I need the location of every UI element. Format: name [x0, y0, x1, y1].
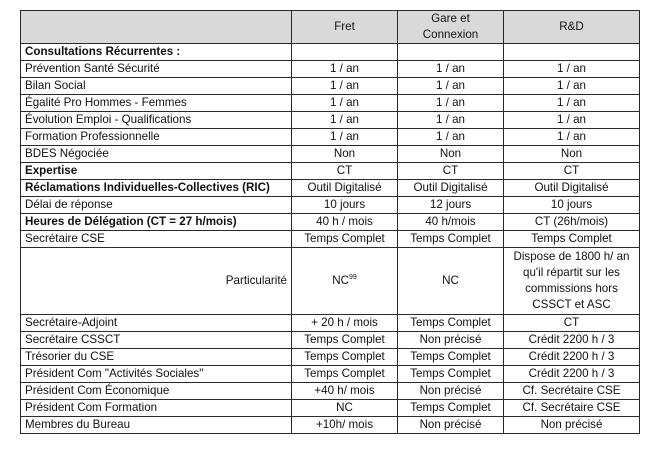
table-row: [21, 400, 640, 417]
cell-rd: Cf. Secrétaire CSE: [504, 383, 640, 400]
row-label: Égalité Pro Hommes - Femmes: [21, 95, 292, 112]
cell-rd: 1 / an: [504, 95, 640, 112]
cell-fret: 1 / an: [292, 95, 398, 112]
header-empty-cell: [21, 11, 292, 44]
table-row: [21, 95, 640, 112]
cell-rd: 1 / an: [504, 112, 640, 129]
table-row: [21, 180, 640, 197]
table-row: [21, 61, 640, 78]
table-row: [21, 332, 640, 349]
empty-cell: [398, 44, 504, 61]
cell-fret: +40 h/ mois: [292, 383, 398, 400]
row-label: Président Com Économique: [21, 383, 292, 400]
row-label: Membres du Bureau: [21, 417, 292, 434]
comparison-table: [20, 10, 640, 434]
cell-fret: 1 / an: [292, 78, 398, 95]
header-rd: R&D: [504, 11, 640, 44]
cell-rd: Non précisé: [504, 417, 640, 434]
cell-rd: Non: [504, 146, 640, 163]
section-label: Consultations Récurrentes :: [21, 44, 292, 61]
row-label: Secrétaire CSE: [21, 231, 292, 248]
table-row: [21, 78, 640, 95]
row-label: Trésorier du CSE: [21, 349, 292, 366]
empty-cell: [504, 44, 640, 61]
cell-gare: 1 / an: [398, 112, 504, 129]
particularite-label: Particularité: [21, 248, 292, 315]
cell-rd: Crédit 2200 h / 3: [504, 349, 640, 366]
cell-gare: 1 / an: [398, 95, 504, 112]
cell-fret: 10 jours: [292, 197, 398, 214]
table-row: [21, 366, 640, 383]
row-label: Délai de réponse: [21, 197, 292, 214]
cell-gare: Non précisé: [398, 383, 504, 400]
particularite-rd: Dispose de 1800 h/ an qu'il répartit sur les commissions hors CSSCT et ASC: [504, 248, 640, 315]
cell-gare: Temps Complet: [398, 231, 504, 248]
footnote-marker: 99: [348, 274, 357, 282]
section-row: [21, 44, 640, 61]
cell-rd: Crédit 2200 h / 3: [504, 332, 640, 349]
row-label: Expertise: [21, 163, 292, 180]
cell-gare: 12 jours: [398, 197, 504, 214]
cell-fret: Temps Complet: [292, 366, 398, 383]
cell-gare: Temps Complet: [398, 366, 504, 383]
cell-rd: Crédit 2200 h / 3: [504, 366, 640, 383]
cell-gare: Temps Complet: [398, 349, 504, 366]
header-gare-connexion: Gare et Connexion: [398, 11, 504, 44]
cell-fret: Non: [292, 146, 398, 163]
row-label: Réclamations Individuelles-Collectives (RIC): [21, 180, 292, 197]
header-row: [21, 11, 640, 44]
row-label: Président Com Formation: [21, 400, 292, 417]
cell-rd: 10 jours: [504, 197, 640, 214]
cell-gare: CT: [398, 163, 504, 180]
cell-rd: 1 / an: [504, 61, 640, 78]
row-label: Président Com "Activités Sociales": [21, 366, 292, 383]
cell-gare: Temps Complet: [398, 315, 504, 332]
cell-fret: 1 / an: [292, 61, 398, 78]
cell-fret: 1 / an: [292, 112, 398, 129]
particularite-gare: NC: [398, 248, 504, 315]
cell-fret: Temps Complet: [292, 332, 398, 349]
cell-rd: CT (26h/mois): [504, 214, 640, 231]
cell-rd: 1 / an: [504, 129, 640, 146]
cell-gare: 40 h/mois: [398, 214, 504, 231]
cell-gare: Non précisé: [398, 332, 504, 349]
cell-gare: Non: [398, 146, 504, 163]
table-row: [21, 231, 640, 248]
cell-rd: Temps Complet: [504, 231, 640, 248]
row-label: BDES Négociée: [21, 146, 292, 163]
cell-gare: 1 / an: [398, 129, 504, 146]
particularite-fret-text: NC: [332, 274, 349, 287]
table-row: [21, 197, 640, 214]
cell-fret: + 20 h / mois: [292, 315, 398, 332]
row-label: Bilan Social: [21, 78, 292, 95]
cell-rd: Cf. Secrétaire CSE: [504, 400, 640, 417]
cell-fret: CT: [292, 163, 398, 180]
cell-gare: 1 / an: [398, 61, 504, 78]
cell-fret: Temps Complet: [292, 349, 398, 366]
row-label: Secrétaire CSSCT: [21, 332, 292, 349]
particularite-row: [21, 248, 640, 315]
table-row: [21, 214, 640, 231]
cell-gare: 1 / an: [398, 78, 504, 95]
table-row: [21, 146, 640, 163]
cell-rd: CT: [504, 163, 640, 180]
particularite-fret: [292, 248, 398, 315]
row-label: Secrétaire-Adjoint: [21, 315, 292, 332]
cell-fret: NC: [292, 400, 398, 417]
cell-fret: +10h/ mois: [292, 417, 398, 434]
comparison-table-wrapper: [20, 10, 640, 434]
row-label: Heures de Délégation (CT = 27 h/mois): [21, 214, 292, 231]
cell-fret: 1 / an: [292, 129, 398, 146]
cell-fret: Outil Digitalisé: [292, 180, 398, 197]
row-label: Prévention Santé Sécurité: [21, 61, 292, 78]
row-label: Formation Professionnelle: [21, 129, 292, 146]
cell-gare: Non précisé: [398, 417, 504, 434]
table-row: [21, 349, 640, 366]
table-row: [21, 315, 640, 332]
cell-rd: 1 / an: [504, 78, 640, 95]
cell-rd: Outil Digitalisé: [504, 180, 640, 197]
cell-rd: CT: [504, 315, 640, 332]
table-row: [21, 383, 640, 400]
cell-gare: Outil Digitalisé: [398, 180, 504, 197]
table-row: [21, 129, 640, 146]
cell-gare: Temps Complet: [398, 400, 504, 417]
header-fret: Fret: [292, 11, 398, 44]
table-row: [21, 163, 640, 180]
empty-cell: [292, 44, 398, 61]
cell-fret: 40 h / mois: [292, 214, 398, 231]
row-label: Évolution Emploi - Qualifications: [21, 112, 292, 129]
table-row: [21, 417, 640, 434]
table-row: [21, 112, 640, 129]
cell-fret: Temps Complet: [292, 231, 398, 248]
